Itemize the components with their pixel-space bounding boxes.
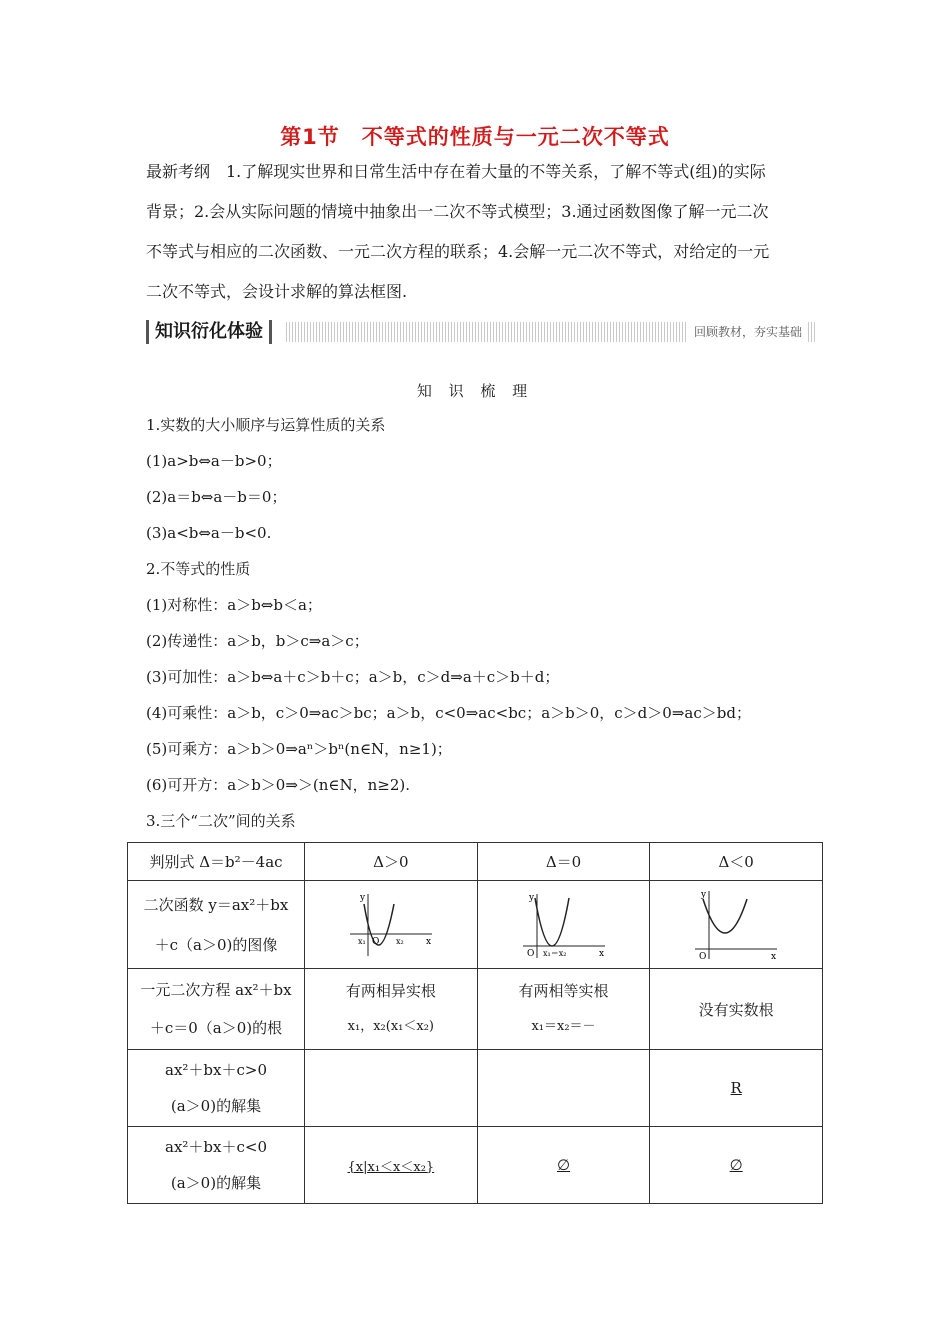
quadratic-relation-table	[127, 842, 823, 1204]
label-line: (a＞0)的解集	[170, 1097, 262, 1115]
roots-formula: x₁＝x₂＝－	[531, 1019, 596, 1034]
graph-label: O	[699, 951, 707, 962]
graph-label: x	[598, 948, 604, 959]
graph-label: y	[528, 892, 534, 903]
graph-label: y	[359, 892, 365, 903]
roots-cell-positive	[305, 969, 478, 1050]
content-line: (2)传递性：a＞b，b＞c⇒a＞c；	[146, 632, 369, 650]
table-header-cell: Δ＝0	[477, 843, 650, 881]
graph-cell-negative	[650, 881, 823, 969]
table-row	[128, 1050, 823, 1127]
content-line: (5)可乘方：a＞b＞0⇒aⁿ＞bⁿ(n∈N，n≥1)；	[146, 740, 452, 758]
content-line: (2)a＝b⇔a－b＝0；	[146, 488, 287, 506]
lt-solution-positive: {x|x₁＜x＜x₂}	[305, 1127, 478, 1204]
content-line: (6)可开方：a＞b＞0⇒＞(n∈N，n≥2).	[146, 776, 411, 794]
table-row-label	[128, 1050, 305, 1127]
graph-label: x₁＝x₂	[542, 948, 566, 958]
page-title: 第1节 不等式的性质与一元二次不等式	[280, 125, 670, 149]
parabola-curve	[535, 898, 569, 946]
banner-subtitle: 回顾教材，夯实基础	[688, 322, 808, 342]
outline-line: 最新考纲 1.了解现实世界和日常生活中存在着大量的不等关系，了解不等式(组)的实际	[146, 162, 766, 181]
graph-label: x	[425, 936, 431, 947]
label-line: 二次函数 y＝ax²＋bx	[143, 895, 289, 914]
table-row-label	[128, 1127, 305, 1204]
roots-cell-negative: 没有实数根	[650, 969, 823, 1050]
syllabus-outline	[146, 152, 814, 312]
gt-solution-negative: R	[650, 1050, 823, 1127]
roots-text: 有两相等实根	[518, 982, 609, 1000]
table-row	[128, 881, 823, 969]
label-line: ax²＋bx＋c>0	[165, 1061, 267, 1079]
parabola-one-root-graph	[519, 890, 609, 960]
content-line: (3)a<b⇔a－b<0.	[146, 524, 272, 542]
outline-line: 二次不等式，会设计求解的算法框图.	[146, 282, 408, 301]
parabola-curve	[703, 899, 747, 933]
graph-label: y	[701, 889, 707, 900]
lt-solution-zero: ∅	[477, 1127, 650, 1204]
graph-label: x₂	[395, 936, 404, 946]
gt-solution-positive	[305, 1050, 478, 1127]
label-line: ＋c＝0（a＞0)的根	[149, 1019, 283, 1037]
content-heading: 1.实数的大小顺序与运算性质的关系	[146, 416, 386, 434]
lt-solution-negative: ∅	[650, 1127, 823, 1204]
content-heading: 3.三个“二次”间的关系	[146, 812, 296, 830]
parabola-two-roots-graph	[346, 890, 436, 960]
outline-line: 不等式与相应的二次函数、一元二次方程的联系；4.会解一元二次不等式，对给定的一元	[146, 242, 770, 261]
table-row	[128, 969, 823, 1050]
graph-label: O	[526, 948, 534, 959]
roots-formula: x₁，x₂(x₁＜x₂)	[347, 1019, 434, 1034]
content-line: (1)对称性：a＞b⇔b＜a；	[146, 596, 322, 614]
graph-cell-zero	[477, 881, 650, 969]
table-header-cell: Δ＜0	[650, 843, 823, 881]
table-header-cell: 判别式 Δ＝b²－4ac	[128, 843, 305, 881]
roots-cell-zero	[477, 969, 650, 1050]
content-heading: 2.不等式的性质	[146, 560, 251, 578]
roots-text: 有两相异实根	[345, 982, 436, 1000]
graph-label: O	[371, 936, 380, 947]
section-banner	[146, 320, 816, 344]
label-line: 一元二次方程 ax²＋bx	[140, 981, 292, 999]
graph-label: x₁	[357, 936, 366, 946]
table-row-label	[128, 881, 305, 969]
section-heading: 知 识 梳 理	[416, 382, 534, 400]
parabola-no-root-graph	[691, 887, 781, 963]
outline-line: 背景；2.会从实际问题的情境中抽象出一二次不等式模型；3.通过函数图像了解一元二次	[146, 202, 769, 221]
table-row-label	[128, 969, 305, 1050]
banner-title: 知识衍化体验	[146, 320, 272, 344]
content-line: (1)a>b⇔a－b>0；	[146, 452, 282, 470]
graph-label: x	[771, 951, 777, 962]
table-row	[128, 1127, 823, 1204]
label-line: ＋c（a＞0)的图像	[154, 935, 278, 954]
graph-cell-positive	[305, 881, 478, 969]
label-line: ax²＋bx＋c<0	[165, 1138, 267, 1156]
content-line: (3)可加性：a＞b⇔a＋c＞b＋c；a＞b，c＞d⇒a＋c＞b＋d；	[146, 668, 560, 686]
label-line: (a＞0)的解集	[170, 1174, 262, 1192]
content-line: (4)可乘性：a＞b，c＞0⇒ac＞bc；a＞b，c<0⇒ac<bc；a＞b＞0，c＞d＞0⇒ac＞bd；	[146, 704, 751, 722]
table-header-cell: Δ＞0	[305, 843, 478, 881]
table-row	[128, 843, 823, 881]
gt-solution-zero	[477, 1050, 650, 1127]
